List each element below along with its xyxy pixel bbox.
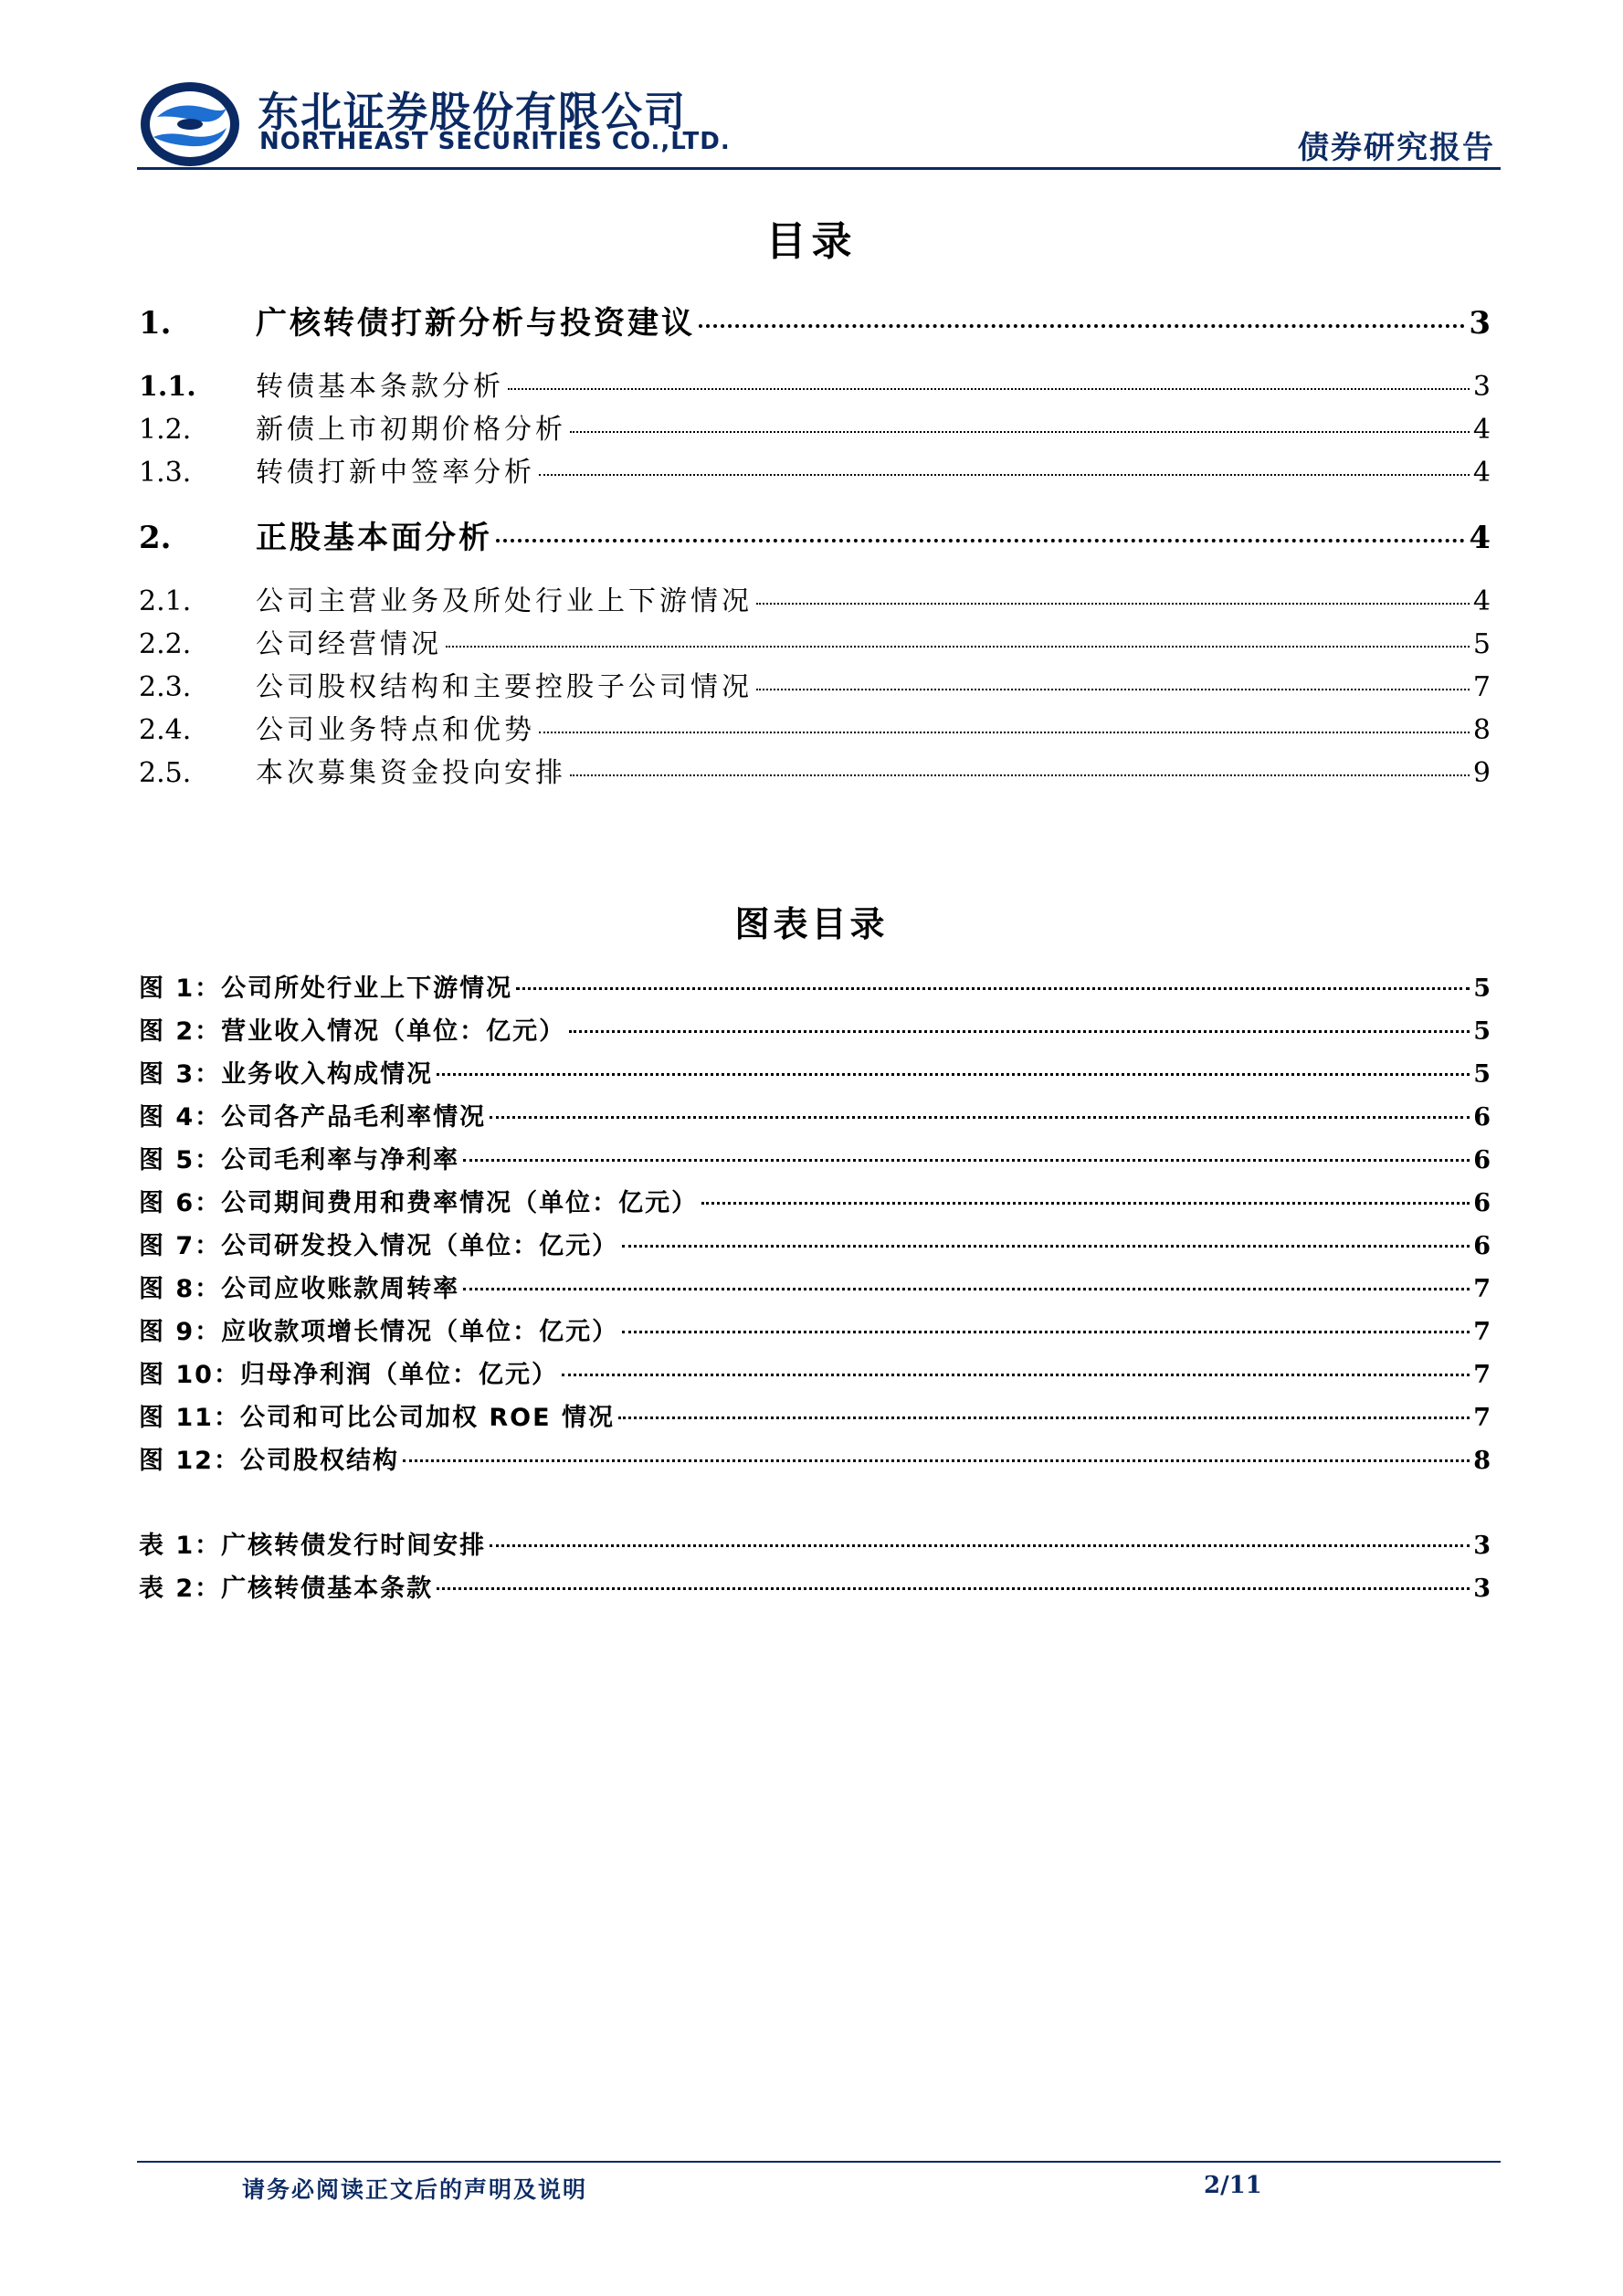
toc-entry-page: 5 [1472,628,1491,660]
dot-leader [570,747,1470,776]
report-type-label: 债券研究报告 [1298,130,1495,166]
toc-entry-text: 公司主营业务及所处行业上下游情况 [256,585,753,617]
toc-entry-number: 2.4. [139,714,192,746]
page-number: 2/11 [1204,2172,1262,2199]
company-logo-icon [139,80,245,168]
toc-entry[interactable] [139,621,1491,661]
company-name-en: NORTHEAST SECURITIES CO.,LTD. [259,128,731,155]
dot-leader [622,1306,1470,1333]
toc-entry[interactable] [139,664,1491,704]
dot-leader [569,1006,1470,1033]
figure-entry-text: 图 11：公司和可比公司加权 ROE 情况 [139,1404,615,1432]
toc-entry-text: 广核转债打新分析与投资建议 [256,305,695,342]
figure-entry-page: 6 [1473,1189,1491,1217]
figure-entry[interactable] [139,1140,1491,1175]
figure-entry-text: 图 6：公司期间费用和费率情况（单位：亿元） [139,1189,699,1217]
figure-entry-text: 图 7：公司研发投入情况（单位：亿元） [139,1232,619,1260]
toc-entry[interactable] [139,363,1491,404]
figure-entry-page: 6 [1473,1232,1491,1260]
dot-leader [463,1263,1470,1290]
toc-entry[interactable] [139,578,1491,618]
figure-entry[interactable] [139,1226,1491,1261]
toc-entry-page: 4 [1472,414,1491,446]
dot-leader [437,1048,1470,1076]
toc-entry-number: 1.3. [139,457,192,489]
dot-leader [490,1520,1470,1547]
dot-leader [446,618,1470,648]
figure-entry[interactable] [139,1440,1491,1476]
dot-leader [516,963,1470,990]
dot-leader [496,508,1465,542]
toc-entry-page: 4 [1469,520,1491,556]
figure-entry-page: 5 [1473,1017,1491,1046]
figure-entry[interactable] [139,1354,1491,1390]
figure-entry-text: 图 9：应收款项增长情况（单位：亿元） [139,1318,619,1346]
figure-entry[interactable] [139,1311,1491,1347]
toc-entry-text: 转债基本条款分析 [256,371,504,403]
figure-entry[interactable] [139,1054,1491,1090]
toc-entry-page: 3 [1472,371,1491,403]
dot-leader [437,1563,1470,1590]
figure-entry-text: 图 12：公司股权结构 [139,1447,399,1475]
toc-entry-page: 4 [1472,457,1491,489]
toc-entry-number: 1.2. [139,414,192,446]
company-name-cn: 东北证券股份有限公司 [258,88,688,136]
dot-leader [618,1392,1470,1419]
dot-leader [403,1435,1470,1462]
dot-leader [508,361,1470,390]
table-entry-text: 表 1：广核转债发行时间安排 [139,1532,487,1560]
figure-entry-page: 8 [1473,1447,1491,1475]
dot-leader [490,1091,1470,1119]
toc-entry[interactable] [139,449,1491,490]
figure-entry-page: 5 [1473,974,1491,1003]
footer-divider [137,2161,1501,2163]
figure-list-title: 图表目录 [734,904,889,944]
figure-entry-page: 7 [1473,1361,1491,1389]
toc-entry-number: 2.2. [139,628,192,660]
page-header [137,80,1501,168]
dot-leader [756,661,1470,690]
table-entry[interactable] [139,1525,1491,1561]
dot-leader [699,293,1465,328]
figure-entry[interactable] [139,1269,1491,1304]
toc-entry-number: 2. [139,520,172,556]
figure-entry[interactable] [139,1011,1491,1047]
toc-entry-page: 4 [1472,585,1491,617]
table-entry-text: 表 2：广核转债基本条款 [139,1575,434,1603]
toc-entry-text: 公司业务特点和优势 [256,714,535,746]
figure-entry-text: 图 2：营业收入情况（单位：亿元） [139,1017,566,1046]
figure-entry-text: 图 1：公司所处行业上下游情况 [139,974,513,1003]
toc-entry-number: 2.5. [139,757,192,789]
toc-entry-text: 公司经营情况 [256,628,442,660]
toc-entry-text: 本次募集资金投向安排 [256,757,566,789]
figure-entry-text: 图 10：归母净利润（单位：亿元） [139,1361,558,1389]
toc-entry-text: 转债打新中签率分析 [256,457,535,489]
table-entry-page: 3 [1473,1575,1491,1603]
figure-entry-page: 6 [1473,1146,1491,1174]
figure-entry-text: 图 4：公司各产品毛利率情况 [139,1103,487,1132]
toc-entry[interactable] [139,406,1491,447]
figure-entry-page: 6 [1473,1103,1491,1132]
toc-title: 目录 [765,218,858,265]
toc-entry-page: 8 [1472,714,1491,746]
toc-entry[interactable] [139,707,1491,747]
toc-entry-number: 2.3. [139,671,192,703]
figure-entry-page: 7 [1473,1318,1491,1346]
dot-leader [539,704,1470,733]
footer-disclaimer-note: 请务必阅读正文后的声明及说明 [242,2176,588,2203]
toc-entry-number: 1.1. [139,371,196,403]
table-entry[interactable] [139,1568,1491,1604]
dot-leader [539,447,1470,476]
figure-entry[interactable] [139,1097,1491,1132]
figure-entry-text: 图 3：业务收入构成情况 [139,1060,434,1089]
figure-entry[interactable] [139,968,1491,1004]
table-entry-page: 3 [1473,1532,1491,1560]
figure-entry-text: 图 5：公司毛利率与净利率 [139,1146,460,1174]
toc-entry-text: 公司股权结构和主要控股子公司情况 [256,671,753,703]
dot-leader [701,1177,1470,1205]
figure-entry[interactable] [139,1183,1491,1218]
toc-entry-page: 9 [1472,757,1491,789]
toc-entry-number: 2.1. [139,585,192,617]
toc-entry-page: 3 [1469,305,1491,342]
dot-leader [463,1134,1470,1162]
figure-entry-text: 图 8：公司应收账款周转率 [139,1275,460,1303]
toc-entry-text: 正股基本面分析 [256,520,492,556]
header-divider [137,167,1501,170]
figure-entry-page: 5 [1473,1060,1491,1089]
toc-entry[interactable] [139,750,1491,790]
figure-entry[interactable] [139,1397,1491,1433]
toc-entry-page: 7 [1472,671,1491,703]
dot-leader [756,575,1470,605]
toc-entry[interactable] [139,298,1491,342]
dot-leader [562,1349,1470,1376]
toc-entry[interactable] [139,512,1491,557]
dot-leader [570,404,1470,433]
toc-entry-number: 1. [139,305,172,342]
dot-leader [622,1220,1470,1248]
toc-entry-text: 新债上市初期价格分析 [256,414,566,446]
figure-entry-page: 7 [1473,1404,1491,1432]
figure-entry-page: 7 [1473,1275,1491,1303]
